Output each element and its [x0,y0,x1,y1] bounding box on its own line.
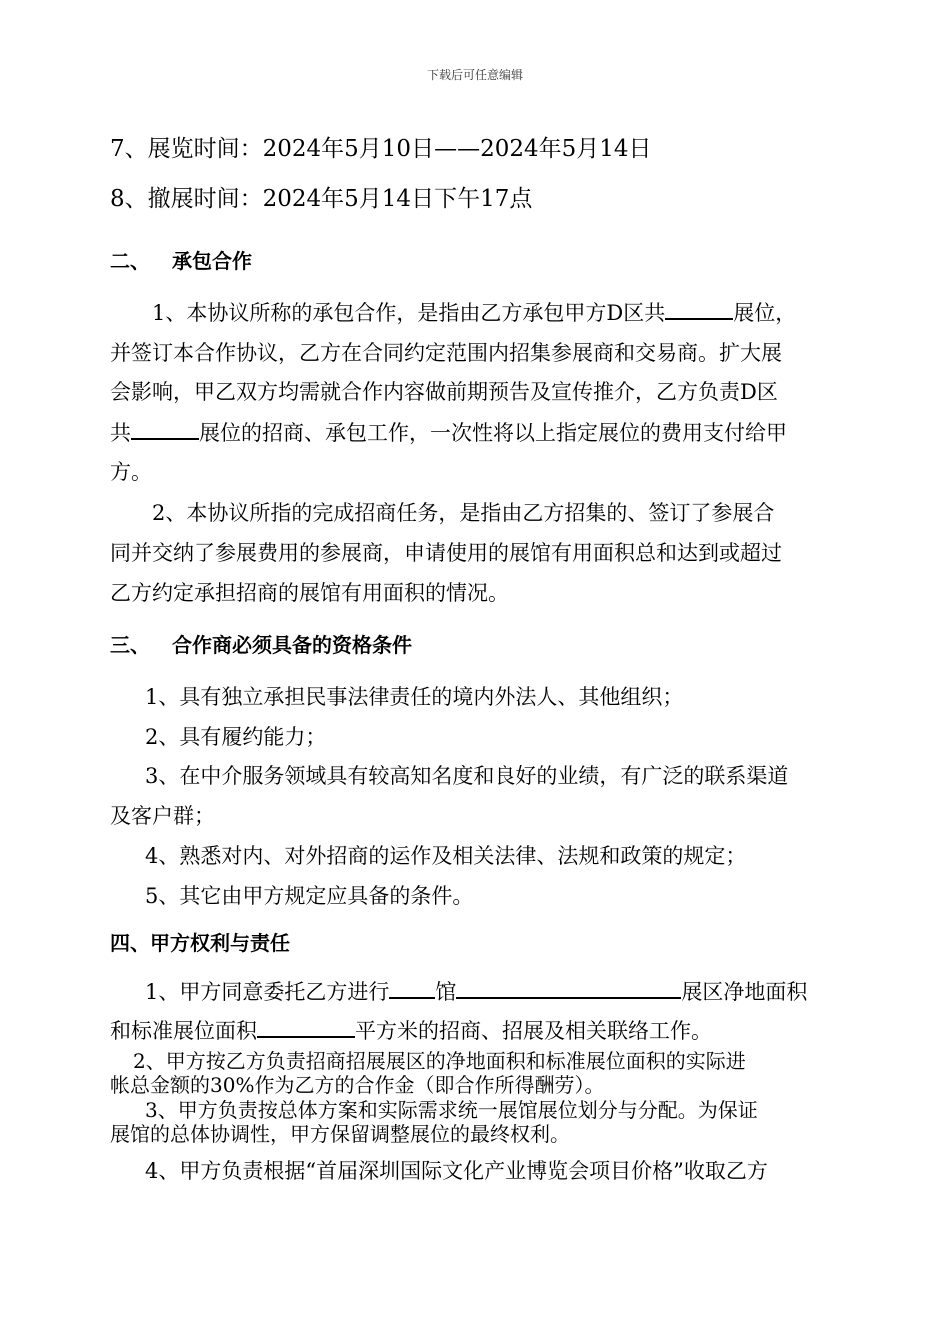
text-run: 平方米的招商、招展及相关联络工作。 [355,1019,712,1043]
text-run: 展区净地面积 [681,980,808,1004]
section-3-item-1: 1、具有独立承担民事法律责任的境内外法人、其他组织； [145,685,684,709]
page-header-note: 下载后可任意编辑 [426,68,523,82]
blank-field [665,317,733,320]
section-2-number: 二、 [110,249,150,273]
section-3-title: 合作商必须具备的资格条件 [172,633,412,657]
section-3-item-3-line1: 3、在中介服务领域具有较高知名度和良好的业绩，有广泛的联系渠道 [145,764,789,788]
section-2-title: 承包合作 [172,249,252,273]
section-3-heading [110,635,412,655]
blank-field [389,996,435,999]
section-3-item-4: 4、熟悉对内、对外招商的运作及相关法律、法规和政策的规定； [145,844,747,868]
section-2-p2-line3: 乙方约定承担招商的展馆有用面积的情况。 [110,581,509,605]
text-run: 展位的招商、承包工作，一次性将以上指定展位的费用支付给甲 [199,421,787,445]
section-2-p1-line3: 会影响，甲乙双方均需就合作内容做前期预告及宣传推介，乙方负责D区 [110,380,778,404]
text-run: 和标准展位面积 [110,1019,257,1043]
text-run: 1、甲方同意委托乙方进行 [145,980,390,1004]
section-4-heading: 四、甲方权利与责任 [110,931,290,955]
section-2-p1-line5: 方。 [110,460,152,484]
text-run: 共 [110,421,131,445]
section-2-p2-line1: 2、本协议所指的完成招商任务，是指由乙方招集的、签订了参展合 [152,501,775,525]
text-run: 1、本协议所称的承包合作，是指由乙方承包甲方D区共 [152,301,666,325]
teardown-time-item: 8、撤展时间：2024年5月14日下午17点 [110,186,533,212]
section-4-r1-line2 [110,1021,712,1042]
section-2-heading [110,251,252,271]
section-3-item-3-line2: 及客户群； [110,804,215,828]
section-2-p1-line1 [152,303,796,324]
section-4-r4-line1: 4、甲方负责根据“首届深圳国际文化产业博览会项目价格”收取乙方 [145,1159,768,1183]
text-run: 馆 [435,980,457,1004]
section-3-item-2: 2、具有履约能力； [145,725,327,749]
section-2-p2-line2: 同并交纳了参展费用的参展商，申请使用的展馆有用面积总和达到或超过 [110,541,782,565]
exhibition-time-item: 7、展览时间：2024年5月10日——2024年5月14日 [110,136,652,162]
section-3-item-5: 5、其它由甲方规定应具备的条件。 [145,884,474,908]
blank-field [131,437,199,440]
section-4-r1-line1 [145,982,807,1003]
section-3-number: 三、 [110,633,150,657]
section-4-r2-line1: 2、甲方按乙方负责招商招展展区的净地面积和标准展位面积的实际进 [133,1049,746,1073]
section-4-r2-line2: 帐总金额的30%作为乙方的合作金（即合作所得酬劳）。 [110,1073,605,1097]
text-run: 展位， [733,301,797,325]
blank-field [257,1035,355,1038]
section-4-r3-line2: 展馆的总体协调性，甲方保留调整展位的最终权利。 [110,1122,570,1146]
section-2-p1-line2: 并签订本合作协议，乙方在合同约定范围内招集参展商和交易商。扩大展 [110,341,782,365]
blank-field [456,996,681,999]
section-2-p1-line4 [110,423,787,444]
section-4-r3-line1: 3、甲方负责按总体方案和实际需求统一展馆展位划分与分配。为保证 [145,1098,758,1122]
